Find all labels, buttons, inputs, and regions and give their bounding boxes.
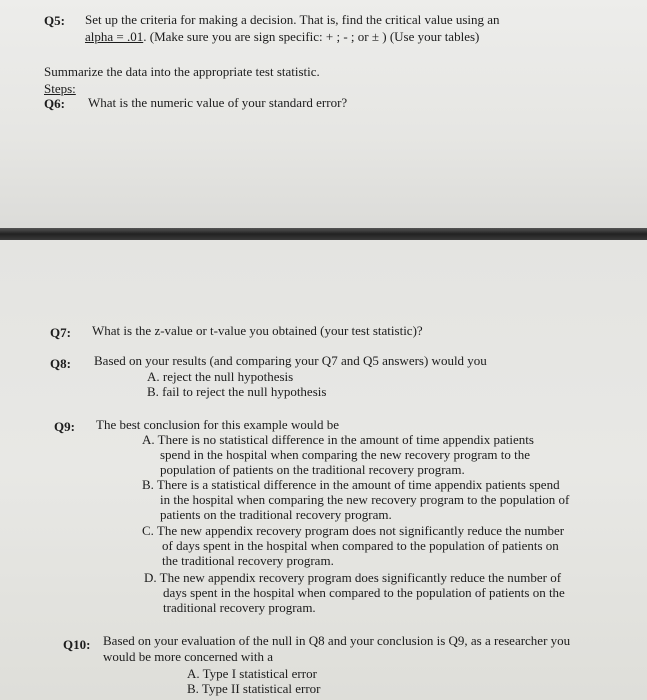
q9-option-a-line3: population of patients on the traditional recovery program. [160, 462, 465, 477]
q5-text-line2 [85, 29, 479, 44]
q5-alpha: alpha = .01 [85, 29, 144, 44]
q8-text: Based on your results (and comparing your Q7 and Q5 answers) would you [94, 353, 487, 368]
q10-option-a: A. Type I statistical error [187, 666, 317, 681]
q9-option-d-line2: days spent in the hospital when compared to the population of patients on the [163, 585, 565, 600]
q10-text-line2: would be more concerned with a [103, 649, 274, 664]
q7-number: Q7: [50, 325, 71, 340]
q8-option-a: A. reject the null hypothesis [147, 369, 294, 384]
q9-text: The best conclusion for this example would be [96, 417, 339, 432]
q8-number: Q8: [50, 356, 71, 371]
steps-label: Steps: [44, 81, 76, 96]
q5-number: Q5: [44, 13, 65, 28]
q10-option-b: B. Type II statistical error [187, 681, 321, 696]
q9-option-c-line1: C. The new appendix recovery program does not significantly reduce the number [142, 523, 565, 538]
q9-option-b-line3: patients on the traditional recovery program. [160, 507, 392, 522]
q5-text-line2-rest: . (Make sure you are sign specific: + ; - ; or ± ) (Use your tables) [143, 29, 480, 44]
q9-option-a-line1: A. There is no statistical difference in the amount of time appendix patients [142, 432, 534, 447]
q7-text: What is the z-value or t-value you obtained (your test statistic)? [92, 323, 423, 338]
q9-option-d-line1: D. The new appendix recovery program does significantly reduce the number of [144, 570, 562, 585]
q9-option-c-line3: the traditional recovery program. [162, 553, 334, 568]
q5-text-line1: Set up the criteria for making a decision. That is, find the critical value using an [85, 12, 500, 27]
q9-option-b-line1: B. There is a statistical difference in the amount of time appendix patients spend [142, 477, 560, 492]
q8-option-b: B. fail to reject the null hypothesis [147, 384, 327, 399]
q9-option-c-line2: of days spent in the hospital when compared to the population of patients on [162, 538, 559, 553]
q10-text-line1: Based on your evaluation of the null in Q8 and your conclusion is Q9, as a researcher you [103, 633, 571, 648]
q9-number: Q9: [54, 419, 75, 434]
page-gap [0, 228, 647, 240]
q6-text: What is the numeric value of your standard error? [88, 95, 348, 110]
q10-number: Q10: [63, 637, 91, 652]
q9-option-a-line2: spend in the hospital when comparing the new recovery program to the [160, 447, 531, 462]
q9-option-b-line2: in the hospital when comparing the new recovery program to the population of [160, 492, 570, 507]
q9-option-d-line3: traditional recovery program. [163, 600, 316, 615]
q6-number: Q6: [44, 96, 65, 111]
summary-title: Summarize the data into the appropriate test statistic. [44, 64, 320, 79]
